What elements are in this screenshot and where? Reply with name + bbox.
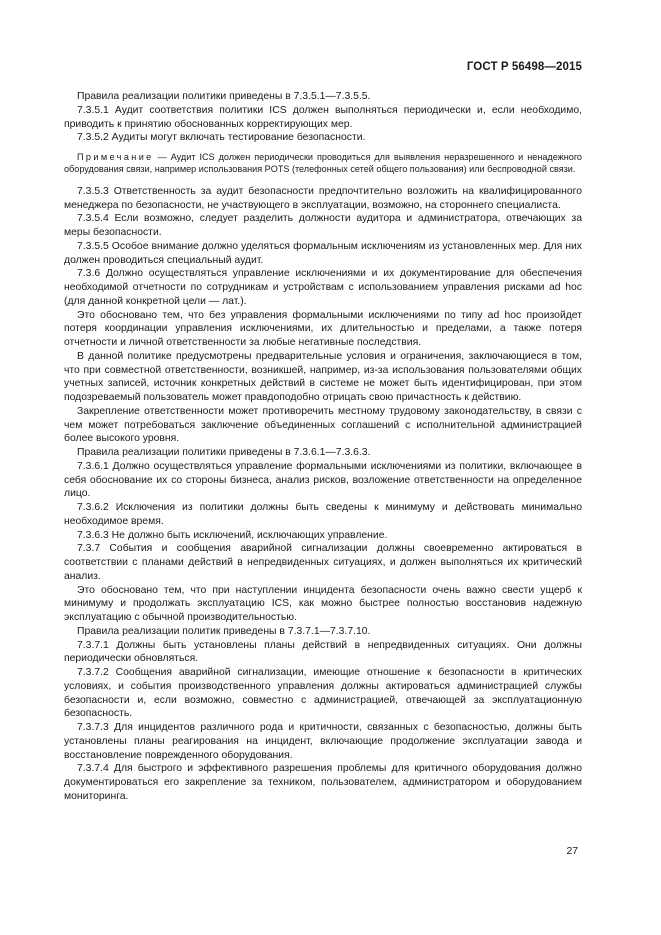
paragraph-7-3-7-2: 7.3.7.2 Сообщения аварийной сигнализации, имеющие отношение к безопасности в критических условиях, и события производственного управления должны актироваться администрацией службы безопасности и, если возможно, совместно с администрацией, отвечающей за эксплуатационную безопасность. <box>64 667 582 720</box>
paragraph-7-3-5-4: 7.3.5.4 Если возможно, следует разделить должности аудитора и администратора, отвечающих за меры безопасности. <box>64 213 582 239</box>
note-block <box>64 151 582 176</box>
paragraph-7-3-6: 7.3.6 Должно осуществляться управление исключениями и их документирование для обеспечения необходимой отчетности по сотрудникам и устройствам с использованием управления рисками ad hoc (для данной конкретной цели — лат.). <box>64 268 582 307</box>
paragraph-7-3-7-4: 7.3.7.4 Для быстрого и эффективного разрешения проблемы для критичного оборудования должно документироваться его закрепление за техником, пользователем, администратором и оборудованием мониторинга. <box>64 763 582 802</box>
paragraph-7-3-6-1: 7.3.6.1 Должно осуществляться управление формальными исключениями из политики, включающее в себя обоснование их со стороны бизнеса, анализ рисков, возложение ответственности на определенное лицо. <box>64 460 582 500</box>
paragraph-7-3-6-rules: Правила реализации политики приведены в 7.3.6.1—7.3.6.3. <box>77 447 371 459</box>
paragraph-7-3-5-3: 7.3.5.3 Ответственность за аудит безопасности предпочтительно возложить на квалифицированного менеджера по безопасности, не участвующего в эксплуатации, возможно, на стороннего специалиста. <box>64 185 582 211</box>
paragraph-7-3-7: 7.3.7 События и сообщения аварийной сигнализации должны своевременно актироваться в соответствии с планами действий в непредвиденных ситуациях, и должен выполняться их критический анализ. <box>64 543 582 582</box>
paragraph-7-3-6-preconditions: В данной политике предусмотрены предварительные условия и ограничения, заключающиеся в том, что при совместной ответственности, возникшей, например, из-за использования пользователями общих учетных записей, источник конкретных действий в системе не может быть идентифицирован, при этом подозреваемый пользователь может правдоподобно отрицать свою причастность к действию. <box>64 350 582 404</box>
standard-number-header: ГОСТ Р 56498—2015 <box>466 61 582 73</box>
note-label: Примечание <box>77 152 154 162</box>
page-body <box>64 90 582 804</box>
paragraph-7-3-7-3: 7.3.7.3 Для инцидентов различного рода и критичности, связанных с безопасностью, должны быть установлены планы реагирования на инцидент, включающие продолжение эксплуатации завода и восстановление поврежденного оборудования. <box>64 722 582 761</box>
note-dash: — <box>153 152 171 162</box>
paragraph-7-3-6-3: 7.3.6.3 Не должно быть исключений, исключающих управление. <box>77 529 388 541</box>
paragraph-7-3-7-1: 7.3.7.1 Должны быть установлены планы действий в непредвиденных ситуациях. Они должны периодически обновляться. <box>64 639 582 665</box>
paragraph-7-3-7-rationale: Это обосновано тем, что при наступлении инцидента безопасности очень важно свести ущерб к минимуму и продолжать эксплуатацию ICS, как можно быстрее полностью восстановив надежную эксплуатацию с обычной производительностью. <box>64 584 582 624</box>
paragraph-7-3-5-rules: Правила реализации политики приведены в 7.3.5.1—7.3.5.5. <box>77 91 371 102</box>
paragraph-7-3-5-1: 7.3.5.1 Аудит соответствия политики ICS должен выполняться периодически и, если необходимо, приводить к принятию обоснованных корректирующих мер. <box>64 104 582 130</box>
page-number: 27 <box>566 846 578 857</box>
paragraph-7-3-6-2: 7.3.6.2 Исключения из политики должны быть сведены к минимуму и действовать минимально необходимое время. <box>64 502 582 527</box>
paragraph-7-3-6-responsibility: Закрепление ответственности может противоречить местному трудовому законодательству, в связи с чем может потребоваться заключение объединенных соглашений с исполнительной администрацией более высокого уровня. <box>64 405 582 445</box>
paragraph-7-3-5-5: 7.3.5.5 Особое внимание должно уделяться формальным исключениям из установленных мер. Для них должен проводиться специальный аудит. <box>64 240 582 266</box>
paragraph-7-3-7-rules: Правила реализации политик приведены в 7.3.7.1—7.3.7.10. <box>77 625 371 637</box>
note-text: Аудит ICS должен периодически проводиться для выявления неразрешенного и ненадежного оборудования связи, например использования POTS (телефонных сетей общего пользования) или беспроводной связи. <box>64 152 582 175</box>
paragraph-7-3-5-2: 7.3.5.2 Аудиты могут включать тестирование безопасности. <box>77 132 366 144</box>
paragraph-7-3-6-rationale: Это обосновано тем, что без управления формальными исключениями по типу ad hoc произойдет потеря координации управления исключениями, их длительностью и пределами, а также потеря отчетности и личной ответственности за любые негативные последствия. <box>64 309 582 349</box>
